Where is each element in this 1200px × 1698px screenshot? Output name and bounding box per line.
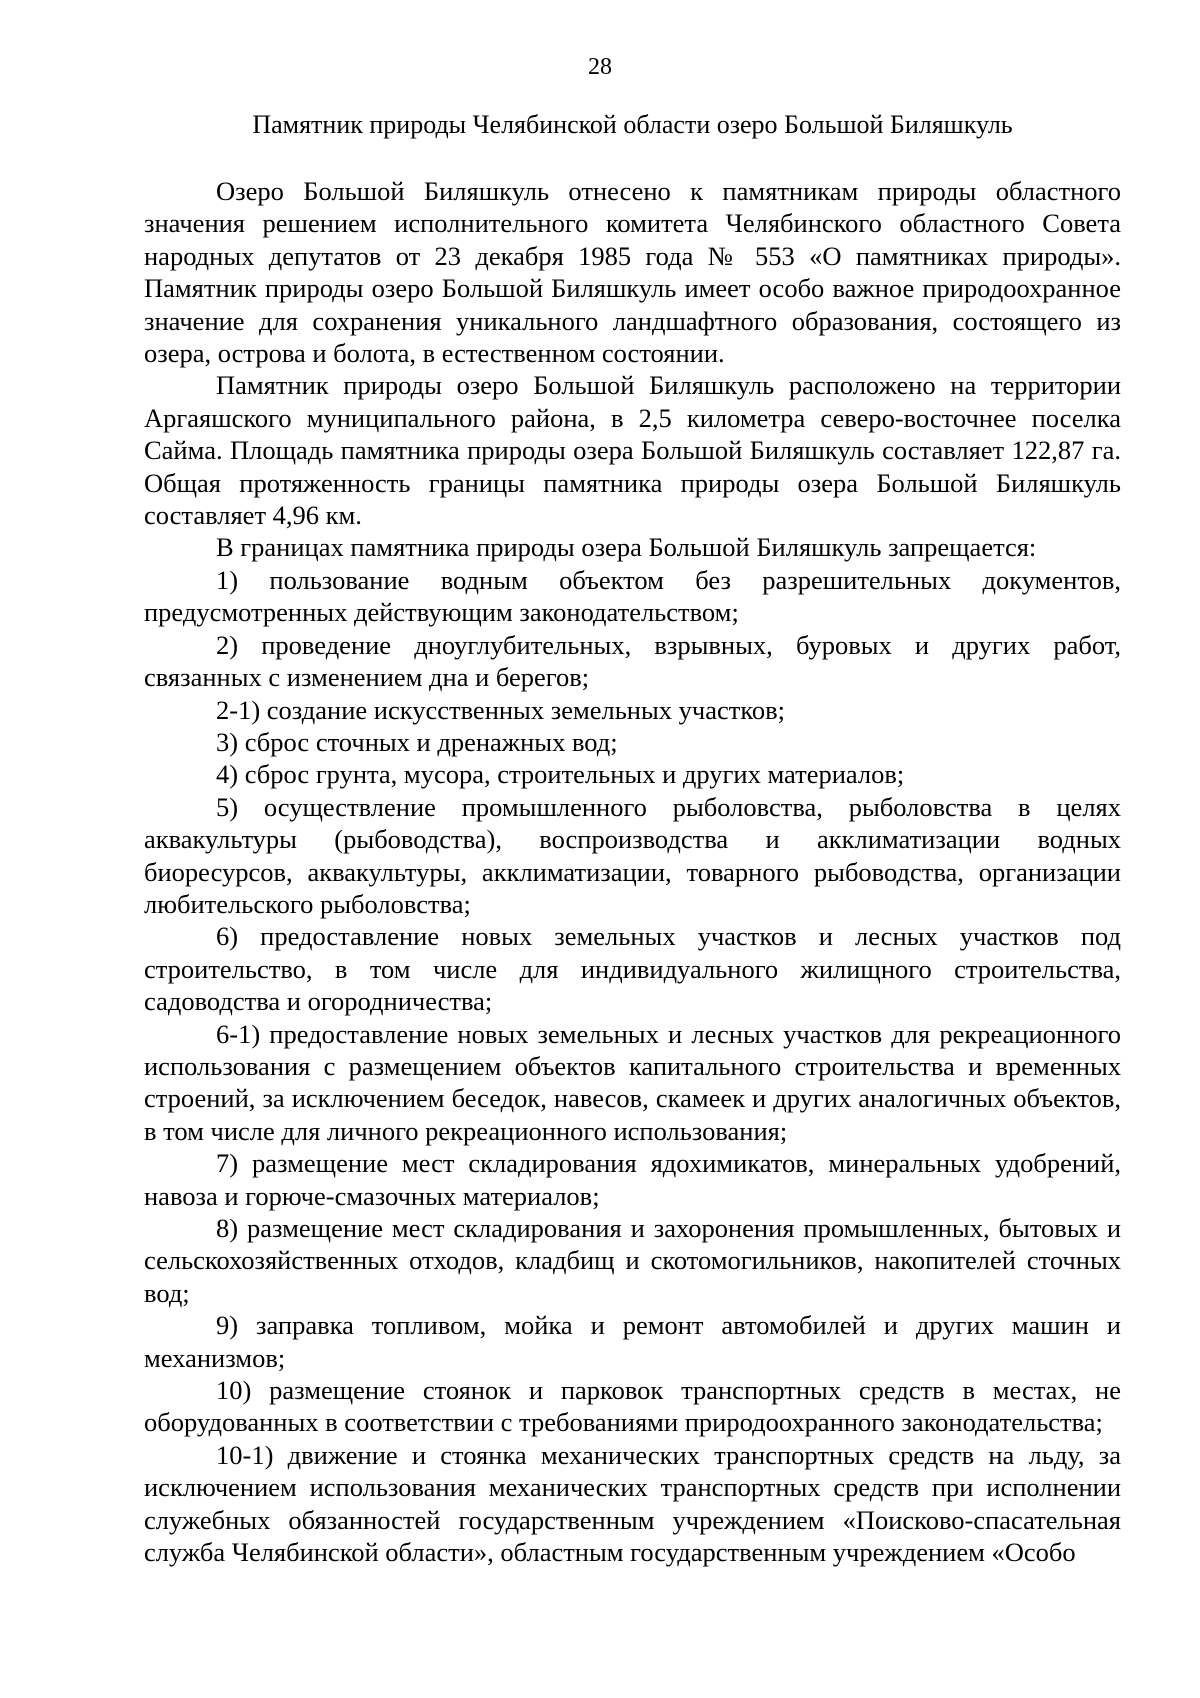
list-item: 3) сброс сточных и дренажных вод;: [216, 726, 618, 757]
list-item: 4) сброс грунта, мусора, строительных и других материалов;: [216, 759, 905, 790]
document-body: [144, 175, 1121, 1568]
paragraph-location: Памятник природы озеро Большой Биляшкуль расположено на территории Аргаяшского муниципального района, в 2,5 километра северо-восточнее поселка Сайма. Площадь памятника природы озера Большой Биляшкуль составляет 122,87 га. Общая протяженность границы памятника природы озера Большой Биляшкуль составляет 4,96 км.: [144, 370, 1121, 531]
list-item: 10-1) движение и стоянка механических транспортных средств на льду, за исключением использования механических транспортных средств при исполнении служебных обязанностей государственным учреждением «Поисково-спасательная служба Челябинской области», областным государственным учреждением «Особо: [144, 1439, 1121, 1568]
page-number: 28: [588, 54, 612, 80]
list-item: 5) осуществление промышленного рыболовства, рыболовства в целях аквакультуры (рыбоводства), воспроизводства и акклиматизации водных биоресурсов, аквакультуры, акклиматизации, товарного рыбоводства, организации любительского рыболовства;: [144, 791, 1121, 919]
list-item: 9) заправка топливом, мойка и ремонт автомобилей и других машин и механизмов;: [144, 1310, 1121, 1373]
list-item: 8) размещение мест складирования и захоронения промышленных, бытовых и сельскохозяйственных отходов, кладбищ и скотомогильников, накопителей сточных вод;: [144, 1213, 1121, 1308]
list-item: 6-1) предоставление новых земельных и лесных участков для рекреационного использования с размещением объектов капитального строительства и временных строений, за исключением беседок, навесов, скамеек и других аналогичных объектов, в том числе для личного рекреационного использования;: [144, 1018, 1121, 1146]
list-item: 6) предоставление новых земельных участков и лесных участков под строительство, в том числе для индивидуального жилищного строительства, садоводства и огородничества;: [144, 921, 1121, 1017]
list-item: 10) размещение стоянок и парковок транспортных средств в местах, не оборудованных в соответствии с требованиями природоохранного законодательства;: [144, 1375, 1121, 1438]
paragraph-prohibitions-heading: В границах памятника природы озера Большой Биляшкуль запрещается:: [216, 532, 1037, 563]
list-item: 2-1) создание искусственных земельных участков;: [216, 694, 785, 725]
paragraph-intro: Озеро Большой Биляшкуль отнесено к памятникам природы областного значения решением исполнительного комитета Челябинского областного Совета народных депутатов от 23 декабря 1985 года № 553 «О памятниках природы». Памятник природы озеро Большой Биляшкуль имеет особо важное природоохранное значение для сохранения уникального ландшафтного образования, состоящего из озера, острова и болота, в естественном состоянии.: [144, 176, 1121, 369]
list-item: 1) пользование водным объектом без разрешительных документов, предусмотренных действующим законодательством;: [144, 564, 1121, 628]
list-item: 7) размещение мест складирования ядохимикатов, минеральных удобрений, навоза и горюче-смазочных материалов;: [144, 1148, 1121, 1211]
document-title: Памятник природы Челябинской области озеро Большой Биляшкуль: [252, 110, 1013, 139]
list-item: 2) проведение дноуглубительных, взрывных, буровых и других работ, связанных с изменением дна и берегов;: [144, 629, 1121, 693]
